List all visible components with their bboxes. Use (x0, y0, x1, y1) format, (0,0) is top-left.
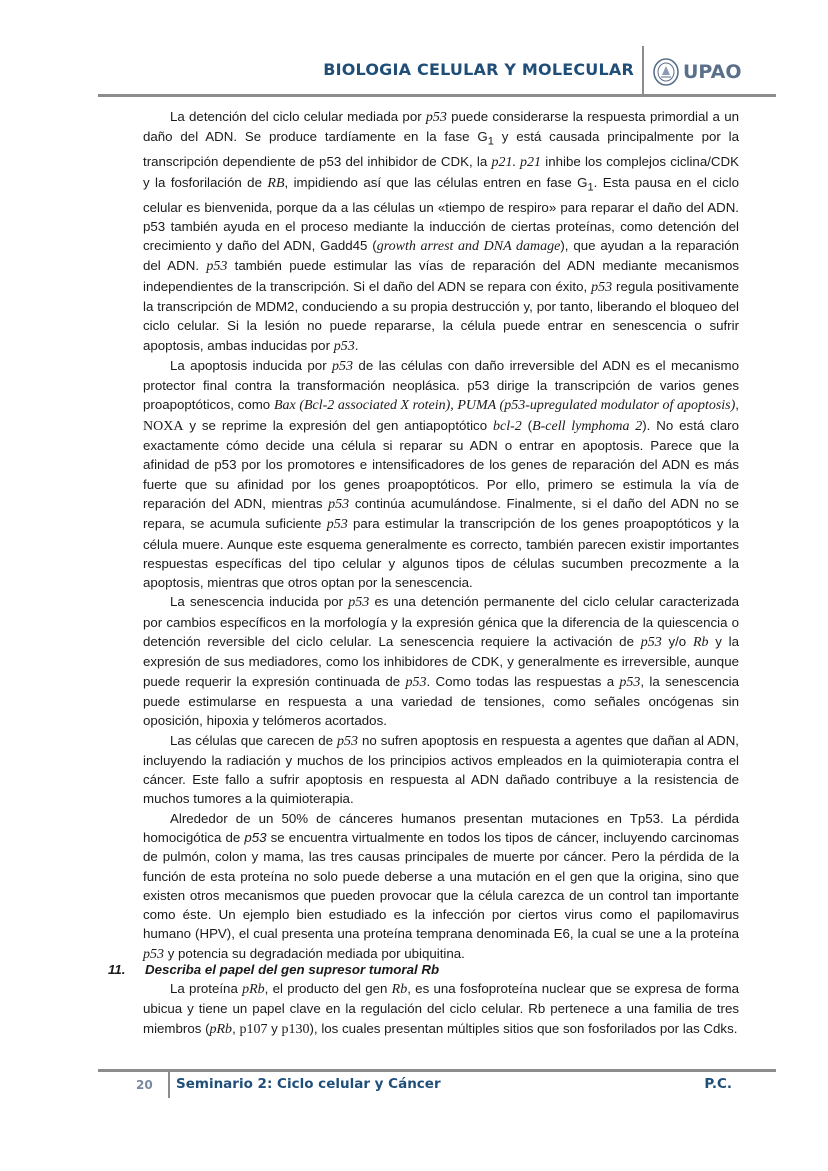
paragraph-mutations (143, 809, 739, 964)
term-italic: B-cell lymphoma 2 (532, 418, 643, 434)
text-run: , el producto del gen (264, 981, 392, 996)
gene-name: p53 (328, 496, 350, 512)
text-run: , es una fosfoproteína nuclear que se expresa de forma ubicua y tiene un papel clave en la regulación del ciclo celular. Rb pertenece a una familia de tres miembros ( (143, 981, 739, 1036)
section-body-text (143, 979, 739, 1039)
text-run: también puede estimular las vías de reparación del ADN mediante mecanismos independientes de la transcripción. Si el daño del ADN se repara con éxito, (143, 258, 740, 294)
paragraph-apoptosis (143, 356, 739, 593)
gene-name: p53 (619, 674, 641, 690)
text-run: se encuentra virtualmente en todos los tipos de cáncer, incluyendo carcinomas de pulmón, colon y mama, las tres causas principales de muerte por cáncer. Pero la pérdida de la función de esta proteína no solo puede deberse a una mutación en el gen que la origina, sino que existen otros mecanismos que pueden provocar que la célula carezca de un control tan importante como éste. Un ejemplo bien estudiado es la infección por ciertos virus como el papilomavirus humano (HPV), el cual presenta una proteína temprana denominada E6, la cual se une a la proteína (143, 830, 739, 942)
university-seal-icon (652, 57, 680, 87)
text-run: regula positivamente la transcripción de MDM2, conduciendo a su propia destrucción y, por tanto, liberando el bloqueo del ciclo celular. Si la lesión no puede repararse, la célula puede entrar en senescencia o sufrir apoptosis, ambas inducidas por (143, 278, 739, 353)
gene-name: pRb (242, 982, 265, 997)
gene-name: p53 (591, 279, 613, 295)
text-run: La detención del ciclo celular mediada por (170, 109, 426, 124)
text-run: ), los cuales presentan múltiples sitios que son fosforilados por las Cdks. (309, 1020, 738, 1036)
text-run: , impidiendo así que las células entren en fase G (284, 174, 588, 190)
gene-name: p53 (206, 259, 228, 275)
text-run: , (735, 397, 739, 413)
header-vertical-divider (642, 46, 644, 96)
subscript: 1 (487, 135, 494, 148)
text-run: puede considerarse la respuesta primordial a un daño del ADN. Se produce tardíamente en la fase G (143, 109, 739, 145)
gene-name: Rb (692, 635, 709, 651)
footer-vertical-divider (168, 1072, 170, 1098)
gene-name: Rb (391, 982, 408, 997)
paragraph-senescence (143, 592, 739, 730)
text-run: y la expresión de sus mediadores, como los inhibidores de CDK, y generalmente es irreversible, aunque puede requerir la expresión continuada de (143, 634, 739, 689)
paragraph-p53-loss (143, 731, 739, 809)
gene-name: p53 (326, 517, 348, 533)
gene-name: p53 (425, 110, 447, 125)
logo-text: UPAO (683, 61, 742, 83)
upao-logo (652, 56, 741, 88)
gene-name: p53 (333, 338, 355, 354)
gene-name: pRb (209, 1021, 233, 1037)
text-run: no sufren apoptosis en respuesta a agentes que dañan al ADN, incluyendo la radiación y muchos de los principios activos empleados en la quimioterapia contra el cáncer. Este fallo a sufrir apoptosis en respuesta al ADN dañado contribuye a la resistencia de muchos tumores a la quimioterapia. (143, 732, 739, 807)
text-run: continúa acumulándose. Finalmente, si el daño del ADN no se repara, se acumula suficiente (143, 495, 739, 532)
footer-author: P.C. (704, 1076, 732, 1092)
text-run: es una detención permanente del ciclo celular caracterizada por cambios específicos en la morfología y la expresión génica que la diferencia de la quiescencia o detención reversible del ciclo celular. La senescencia requiere la activación de (143, 594, 739, 650)
gene-name: RB (267, 175, 285, 191)
text-run: y/o (661, 634, 693, 650)
text-run: y potencia su degradación mediada por ubiquitina. (164, 945, 465, 961)
text-run: de las células con daño irreversible del ADN es el mecanismo protector final contra la transformación neoplásica. p53 dirige la transcripción de varios genes proapoptóticos, como (143, 357, 739, 413)
text-run: y (267, 1020, 282, 1036)
gene-name: p53 (244, 830, 267, 845)
text-run: ). No está claro exactamente cómo decide una célula si reparar su ADN o entrar en apoptosis. Parece que la afinidad de p53 por los promotores e intensificadores de los genes de reparación del ADN es más fuerte que su afinidad por los genes proapoptóticos. Por ello, primero se estimula la vía de reparación del ADN, mientras (143, 417, 740, 511)
gene-name: p21. p21 (491, 155, 542, 171)
gene-name: p107 (239, 1021, 268, 1037)
footer-rule (98, 1069, 776, 1072)
gene-name: p53 (405, 674, 427, 690)
text-run: Alrededor de un 50% de cánceres humanos presentan mutaciones en Tp53. La pérdida homocigótica de (143, 810, 739, 845)
document-header-title: BIOLOGIA CELULAR Y MOLECULAR (323, 60, 634, 79)
text-run: y está causada principalmente por la transcripción dependiente de p53 del inhibidor de CDK, la (143, 129, 739, 170)
term-italic: Bax (Bcl-2 associated X rotein), PUMA (p53-upregulated modulator of apoptosis) (273, 398, 736, 414)
gene-name: bcl-2 (493, 418, 522, 434)
section-heading (108, 962, 748, 977)
text-run: La senescencia inducida por (170, 594, 349, 610)
text-run: . Como todas las respuestas a (426, 673, 620, 689)
footer-title: Seminario 2: Ciclo celular y Cáncer (176, 1076, 441, 1092)
text-run: ), que ayudan a la reparación del ADN. (143, 238, 740, 274)
main-body-text (143, 107, 739, 964)
text-run: y se reprime la expresión del gen antiapoptótico (183, 417, 493, 433)
text-run: La apoptosis inducida por (170, 357, 333, 373)
text-run: . (354, 337, 359, 353)
paragraph-cell-cycle-arrest (143, 107, 739, 356)
text-run: , la senescencia puede estimularse en respuesta a una variedad de tensiones, como señales oncógenas sin oposición, hipoxia y telómeros acortados. (143, 673, 739, 729)
text-run: inhibe los complejos ciclina/CDK y la fosforilación de (143, 154, 739, 190)
gene-name: p53 (640, 635, 662, 651)
term-italic: growth arrest and DNA damage (376, 239, 561, 255)
gene-name: p130 (281, 1021, 310, 1037)
text-run: Las células que carecen de (170, 732, 338, 748)
text-run: . Esta pausa en el ciclo celular es bienvenida, porque da a las células un «tiempo de respiro» para reparar el daño del ADN. p53 también ayuda en el proceso mediante la inducción de ciertas proteínas, como detención del crecimiento y daño del ADN, Gadd45 ( (143, 174, 739, 254)
gene-name: p53 (332, 358, 354, 374)
section-number: 11. (108, 962, 126, 977)
gene-name: p53 (143, 946, 164, 962)
gene-name: p53 (337, 733, 359, 749)
section-title: Describa el papel del gen supresor tumoral Rb (145, 962, 440, 977)
subscript: 1 (587, 181, 594, 194)
text-run: ( (521, 417, 533, 433)
gene-name: NOXA (143, 418, 184, 434)
gene-name: p53 (348, 595, 370, 611)
text-run: para estimular la transcripción de los genes proapoptóticos y la célula muere. Aunque este esquema generalmente es correcto, también parecen existir importantes respuestas específicas del tipo celular y algunos tipos de células sucumben precozmente a la apoptosis, mientras que otros optan por la senescencia. (143, 516, 740, 591)
text-run: La proteína (170, 981, 243, 996)
header-rule (98, 94, 776, 97)
paragraph-rb-protein (143, 979, 739, 1039)
page-number: 20 (136, 1078, 153, 1092)
text-run: , (232, 1020, 240, 1036)
